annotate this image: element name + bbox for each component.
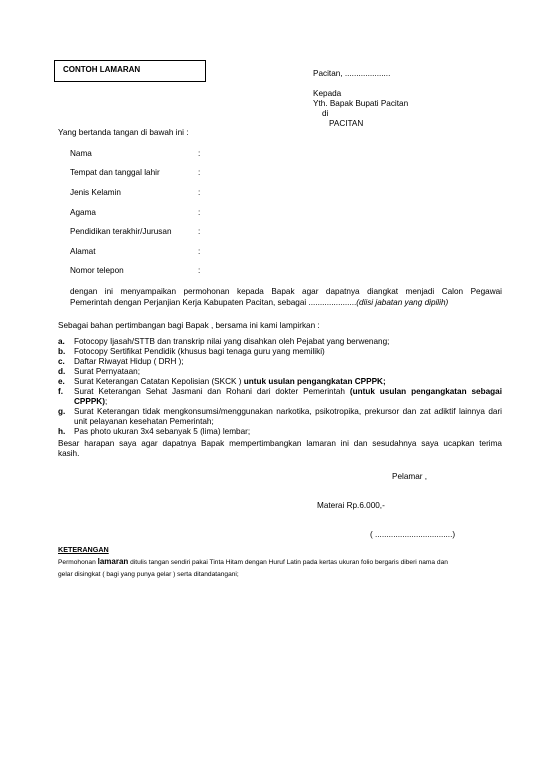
intro-text: Yang bertanda tangan di bawah ini :	[58, 128, 189, 137]
list-key: f.	[58, 387, 64, 396]
list-key: e.	[58, 377, 65, 386]
list-text: Surat Pernyataan;	[74, 367, 140, 376]
signature-role: Pelamar ,	[392, 472, 428, 481]
notes-heading: KETERANGAN	[58, 545, 109, 554]
title-box-label: CONTOH LAMARAN	[63, 65, 141, 74]
list-text-plain: Surat Keterangan Sehat Jasmani dan Rohani dari dokter Pemerintah	[74, 387, 350, 396]
field-label-ttl: Tempat dan tanggal lahir	[70, 168, 160, 177]
list-text: Surat Keterangan tidak mengkonsumsi/menggunakan narkotika, psikotropika, prekursor dan zat adiktif lainnya dari unit pelayanan kesehatan Pemerintah;	[74, 407, 502, 426]
notes-line-2: gelar disingkat ( bagi yang punya gelar ) serta ditandatangani;	[58, 571, 239, 578]
list-key: c.	[58, 357, 65, 366]
list-text	[74, 377, 502, 387]
list-text-bold: (untuk usulan pengangkatan sebagai CPPPK)	[74, 387, 502, 406]
list-text-bold: untuk usulan pengangkatan CPPPK;	[243, 377, 386, 386]
request-line-1: dengan ini menyampaikan permohonan kepada Bapak agar dapatnya diangkat menjadi Calon Pegawai	[70, 287, 502, 296]
list-key: b.	[58, 347, 66, 356]
signature-name: ( ..................................)	[370, 530, 456, 539]
field-colon: :	[198, 247, 201, 256]
closing-line-2: kasih.	[58, 449, 80, 458]
field-colon: :	[198, 227, 201, 236]
field-colon: :	[198, 149, 201, 158]
field-label-religion: Agama	[70, 208, 96, 217]
field-colon: :	[198, 188, 201, 197]
list-key: g.	[58, 407, 66, 416]
recipient-line-1: Kepada	[313, 89, 342, 98]
stamp-text: Materai Rp.6.000,-	[317, 501, 385, 510]
field-colon: :	[198, 168, 201, 177]
field-label-phone: Nomor telepon	[70, 266, 124, 275]
recipient-line-4: PACITAN	[329, 119, 364, 128]
list-key: a.	[58, 337, 65, 346]
notes-line-1	[58, 556, 448, 568]
notes-pre: Permohonan	[58, 559, 98, 566]
recipient-line-3: di	[322, 109, 329, 118]
notes-bold-word: lamaran	[97, 557, 129, 566]
field-colon: :	[198, 208, 201, 217]
field-label-education: Pendidikan terakhir/Jurusan	[70, 227, 172, 236]
notes-post: ditulis tangan sendiri pakai Tinta Hitam dengan Huruf Latin pada kertas ukuran folio bergaris diberi nama dan	[128, 559, 448, 566]
title-box	[54, 60, 206, 82]
field-label-gender: Jenis Kelamin	[70, 188, 121, 197]
list-text-tail: ;	[104, 397, 108, 406]
list-text-plain: Surat Keterangan Catatan Kepolisian (SKCK )	[74, 377, 244, 386]
field-colon: :	[198, 266, 201, 275]
field-label-nama: Nama	[70, 149, 92, 158]
place-date: Pacitan, ....................	[313, 69, 391, 78]
list-text: Daftar Riwayat Hidup ( DRH );	[74, 357, 184, 366]
list-key: h.	[58, 427, 66, 436]
closing-line-1: Besar harapan saya agar dapatnya Bapak mempertimbangkan lamaran ini dan sesudahnya saya ucapkan terima	[58, 439, 502, 448]
field-label-address: Alamat	[70, 247, 96, 256]
request-line-2	[70, 298, 448, 308]
request-line-2-text: Pemerintah dengan Perjanjian Kerja Kabupaten Pacitan, sebagai .....................	[70, 298, 357, 307]
list-text	[74, 387, 502, 407]
list-text: Fotocopy Sertifikat Pendidik (khusus bagi tenaga guru yang memiliki)	[74, 347, 325, 356]
list-key: d.	[58, 367, 66, 376]
list-text: Fotocopy Ijasah/STTB dan transkrip nilai yang disahkan oleh Pejabat yang berwenang;	[74, 337, 390, 346]
recipient-line-2: Yth. Bapak Bupati Pacitan	[313, 99, 409, 108]
request-line-2-hint: (diisi jabatan yang dipilih)	[356, 298, 449, 307]
attachments-intro: Sebagai bahan pertimbangan bagi Bapak , bersama ini kami lampirkan :	[58, 321, 320, 330]
list-text: Pas photo ukuran 3x4 sebanyak 5 (lima) lembar;	[74, 427, 251, 436]
